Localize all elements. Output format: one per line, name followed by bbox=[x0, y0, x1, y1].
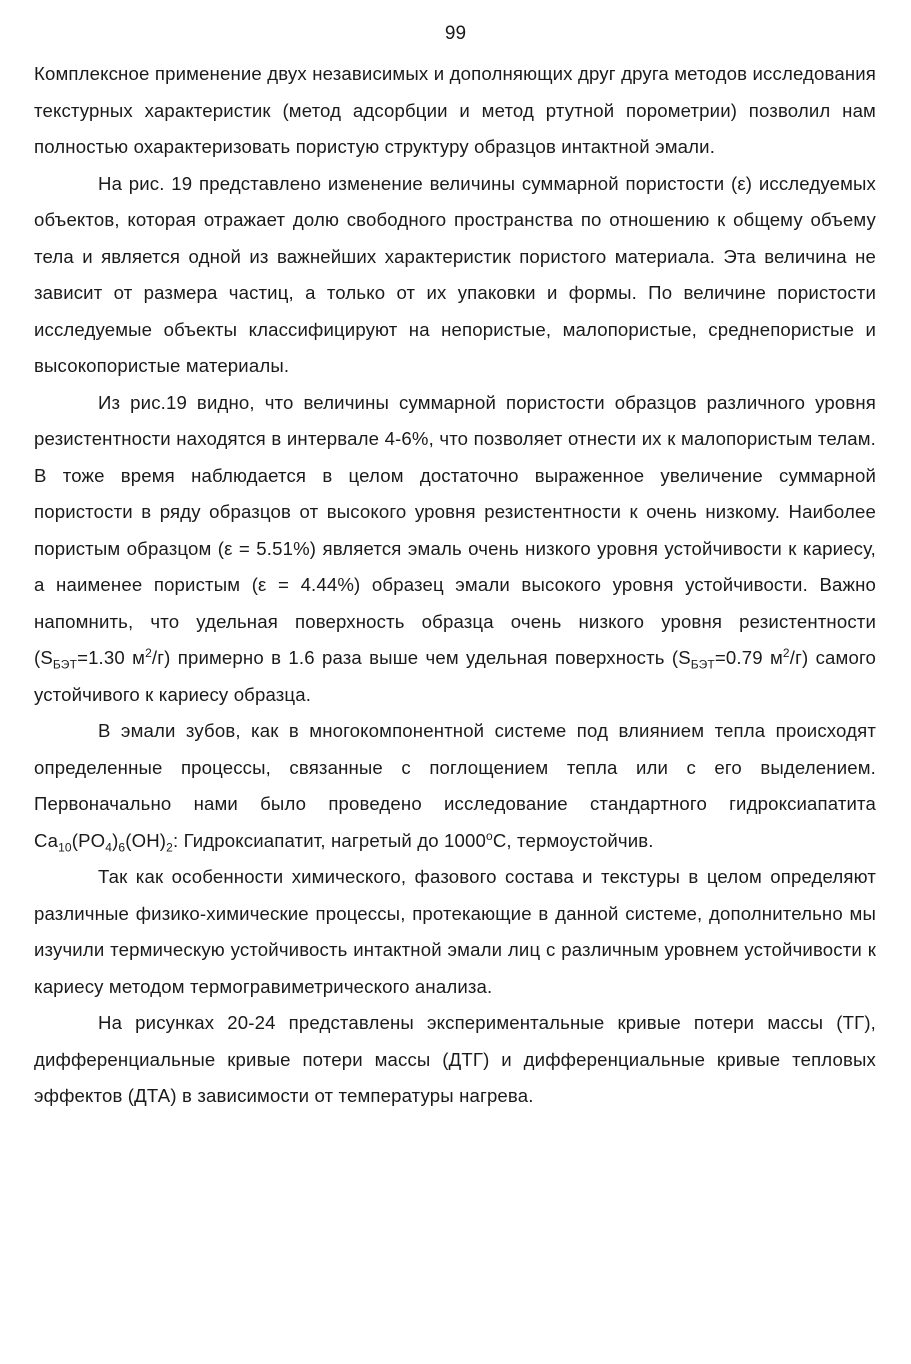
degree-superscript: o bbox=[486, 828, 493, 843]
paragraph-3-text-b: =1.30 м bbox=[77, 647, 146, 668]
paragraph-6: На рисунках 20-24 представлены экспериментальные кривые потери массы (ТГ), дифференциальные кривые потери массы (ДТГ) и дифференциальные кривые тепловых эффектов (ДТА) в зависимости от температуры нагрева. bbox=[34, 1012, 876, 1106]
paragraph-4-text-a: В эмали зубов, как в многокомпонентной системе под влиянием тепла происходят определенные процессы, связанные с поглощением тепла или с его выделением. Первоначально нами было проведено исследование стандартного гидроксиапатита Ca bbox=[34, 720, 876, 851]
paragraph-4-text-c: ) bbox=[112, 829, 119, 851]
paragraph-4-text-d: (OH) bbox=[125, 829, 167, 851]
body-text bbox=[34, 56, 876, 1115]
paragraph-4 bbox=[34, 713, 876, 859]
bet-subscript-2: БЭТ bbox=[690, 657, 715, 672]
paragraph-3-text-e: /г) самого устойчивого к кариесу образца. bbox=[34, 647, 876, 705]
formula-subscript-4: 4 bbox=[105, 840, 113, 855]
paragraph-4-text-b: (PO bbox=[71, 829, 106, 851]
paragraph-3 bbox=[34, 385, 876, 714]
formula-subscript-6: 6 bbox=[118, 840, 126, 855]
page-number: 99 bbox=[444, 23, 467, 44]
paragraph-5: Так как особенности химического, фазового состава и текстуры в целом определяют различные физико-химические процессы, протекающие в данной системе, дополнительно мы изучили термическую устойчивость интактной эмали лиц с различным уровнем устойчивости к кариесу методом термогравиметрического анализа. bbox=[34, 866, 876, 997]
paragraph-3-text-a: Из рис.19 видно, что величины суммарной пористости образцов различного уровня резистентности находятся в интервале 4-6%, что позволяет отнести их к малопористым телам. В тоже время наблюдается в целом достаточно выраженное увеличение суммарной пористости в ряду образцов от высокого уровня резистентности к очень низкому. Наиболее пористым образцом (ε = 5.51%) является эмаль очень низкого уровня устойчивости к кариесу, а наименее пористым (ε = 4.44%) образец эмали высокого уровня устойчивости. Важно напомнить, что удельная поверхность образца очень низкого уровня резистентности (S bbox=[34, 391, 876, 668]
paragraph-4-text-e: : Гидроксиапатит, нагретый до 1000 bbox=[172, 829, 486, 851]
formula-subscript-10: 10 bbox=[58, 840, 72, 855]
formula-subscript-2: 2 bbox=[166, 840, 173, 855]
paragraph-3-text-c: /г) примерно в 1.6 раза выше чем удельная поверхность (S bbox=[151, 647, 691, 668]
paragraph-3-text-d: =0.79 м bbox=[714, 647, 783, 668]
bet-subscript-1: БЭТ bbox=[52, 657, 78, 672]
paragraph-2: На рис. 19 представлено изменение величины суммарной пористости (ε) исследуемых объектов, которая отражает долю свободного пространства по отношению к общему объему тела и является одной из важнейших характеристик пористого материала. Эта величина не зависит от размера частиц, а только от их упаковки и формы. По величине пористости исследуемые объекты классифицируют на непористые, малопористые, среднепористые и высокопористые материалы. bbox=[34, 172, 876, 376]
m2-superscript-2: 2 bbox=[782, 645, 790, 660]
m2-superscript-1: 2 bbox=[145, 645, 152, 660]
paragraph-1: Комплексное применение двух независимых и дополняющих друг друга методов исследования текстурных характеристик (метод адсорбции и метод ртутной порометрии) позволил нам полностью охарактеризовать пористую структуру образцов интактной эмали. bbox=[34, 63, 876, 157]
paragraph-4-text-f: С, термоустойчив. bbox=[492, 829, 654, 851]
